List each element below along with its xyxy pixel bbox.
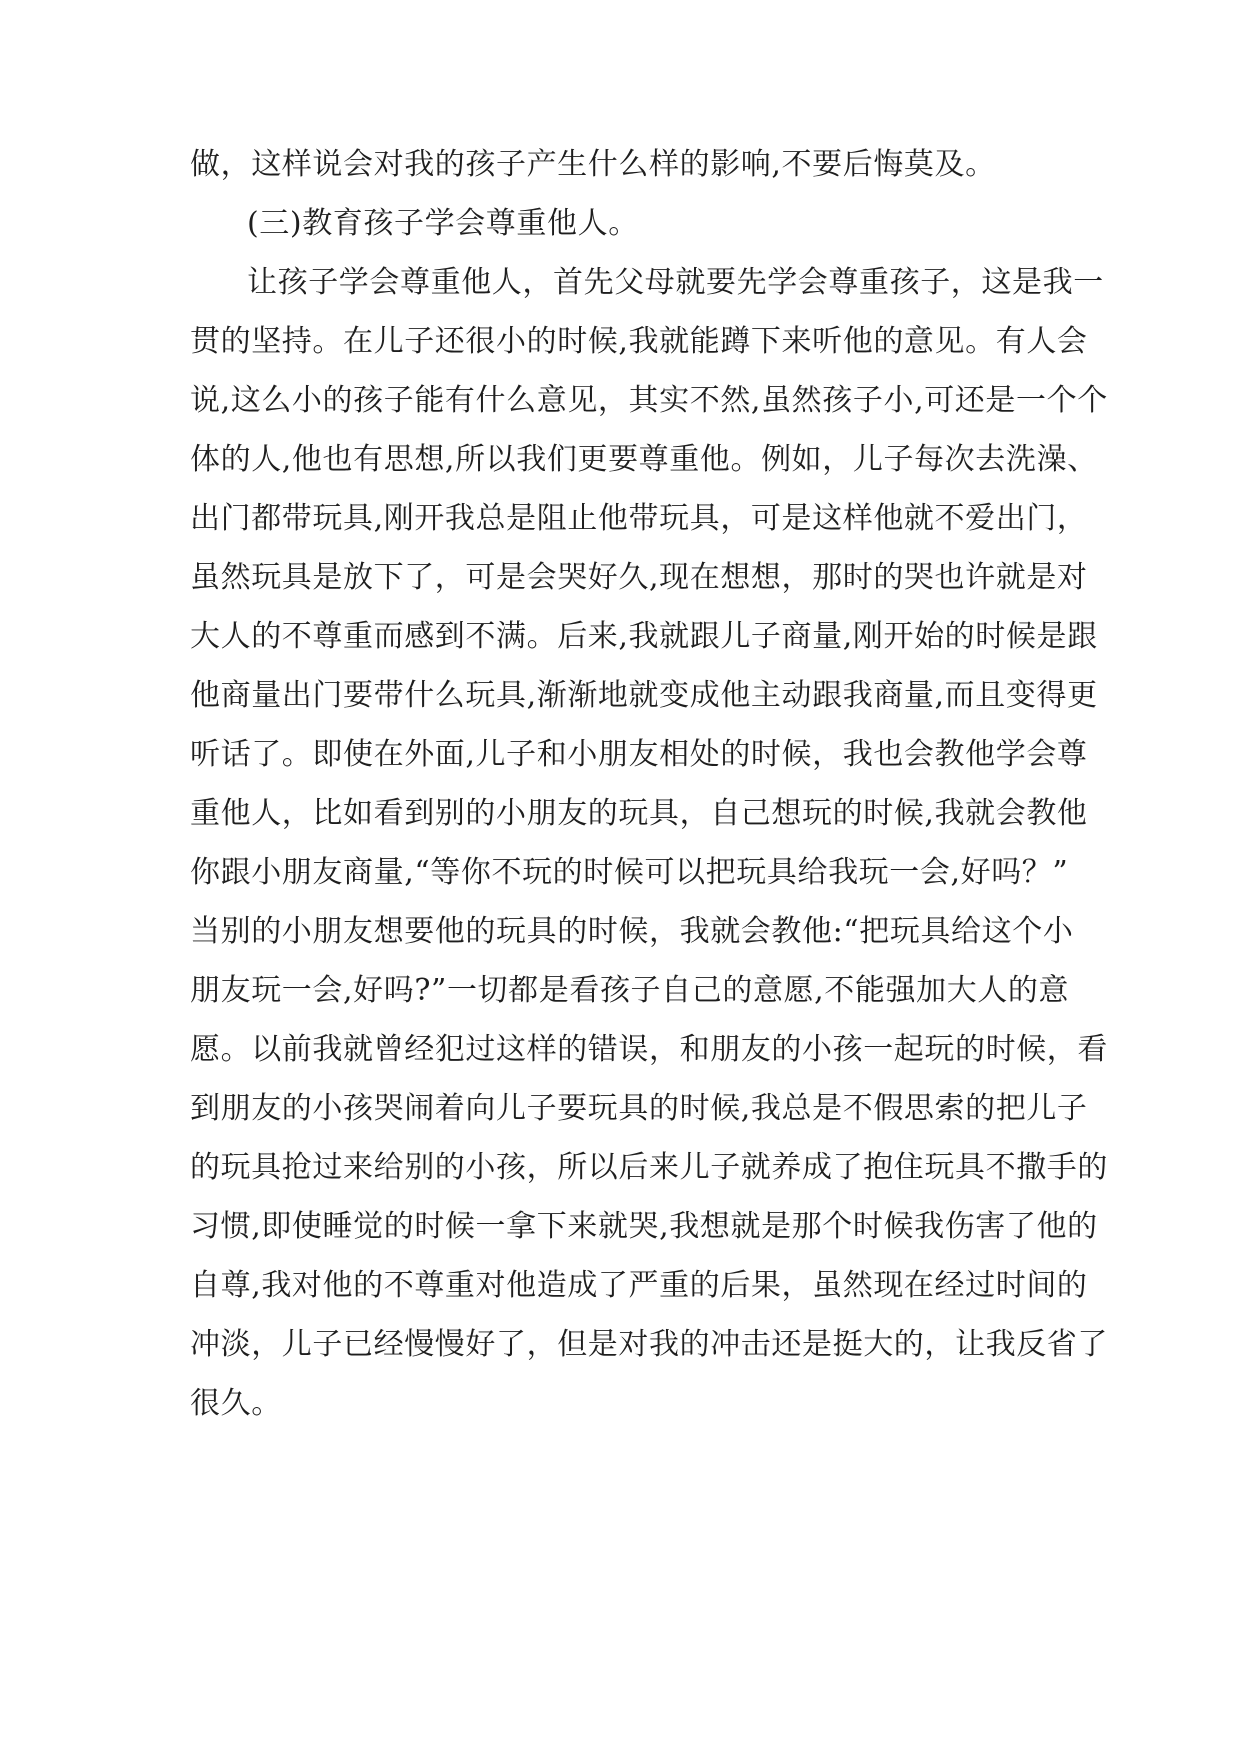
text-line: 说,这么小的孩子能有什么意见，其实不然,虽然孩子小,可还是一个个 bbox=[190, 383, 1108, 418]
text-line: 出门都带玩具,刚开我总是阻止他带玩具，可是这样他就不爱出门， bbox=[190, 501, 1088, 536]
text-line: 很久。 bbox=[190, 1386, 282, 1421]
section-heading: (三)教育孩子学会尊重他人。 bbox=[247, 206, 639, 241]
text-line: 听话了。即使在外面,儿子和小朋友相处的时候，我也会教他学会尊 bbox=[190, 737, 1088, 772]
text-line: 的玩具抢过来给别的小孩，所以后来儿子就养成了抱住玩具不撒手的 bbox=[190, 1150, 1108, 1185]
text-line: 习惯,即使睡觉的时候一拿下来就哭,我想就是那个时候我伤害了他的 bbox=[190, 1209, 1098, 1244]
text-line: 愿。以前我就曾经犯过这样的错误，和朋友的小孩一起玩的时候，看 bbox=[190, 1032, 1108, 1067]
text-line: 让孩子学会尊重他人，首先父母就要先学会尊重孩子，这是我一 bbox=[247, 265, 1104, 300]
text-line: 大人的不尊重而感到不满。后来,我就跟儿子商量,刚开始的时候是跟 bbox=[190, 619, 1098, 654]
text-line: 体的人,他也有思想,所以我们更要尊重他。例如，儿子每次去洗澡、 bbox=[190, 442, 1098, 477]
text-line: 冲淡，儿子已经慢慢好了，但是对我的冲击还是挺大的，让我反省了 bbox=[190, 1327, 1108, 1362]
text-line: 你跟小朋友商量,“等你不玩的时候可以把玩具给我玩一会,好吗？” bbox=[190, 855, 1069, 890]
text-line: 虽然玩具是放下了，可是会哭好久,现在想想，那时的哭也许就是对 bbox=[190, 560, 1088, 595]
text-line: 重他人，比如看到别的小朋友的玩具，自己想玩的时候,我就会教他 bbox=[190, 796, 1088, 831]
text-line: 他商量出门要带什么玩具,渐渐地就变成他主动跟我商量,而且变得更 bbox=[190, 678, 1098, 713]
text-line: 朋友玩一会,好吗?”一切都是看孩子自己的意愿,不能强加大人的意 bbox=[190, 973, 1070, 1008]
text-line: 当别的小朋友想要他的玩具的时候，我就会教他:“把玩具给这个小 bbox=[190, 914, 1074, 949]
text-line: 做，这样说会对我的孩子产生什么样的影响,不要后悔莫及。 bbox=[190, 147, 996, 182]
text-line: 到朋友的小孩哭闹着向儿子要玩具的时候,我总是不假思索的把儿子 bbox=[190, 1091, 1088, 1126]
text-line: 自尊,我对他的不尊重对他造成了严重的后果，虽然现在经过时间的 bbox=[190, 1268, 1088, 1303]
text-line: 贯的坚持。在儿子还很小的时候,我就能蹲下来听他的意见。有人会 bbox=[190, 324, 1088, 359]
